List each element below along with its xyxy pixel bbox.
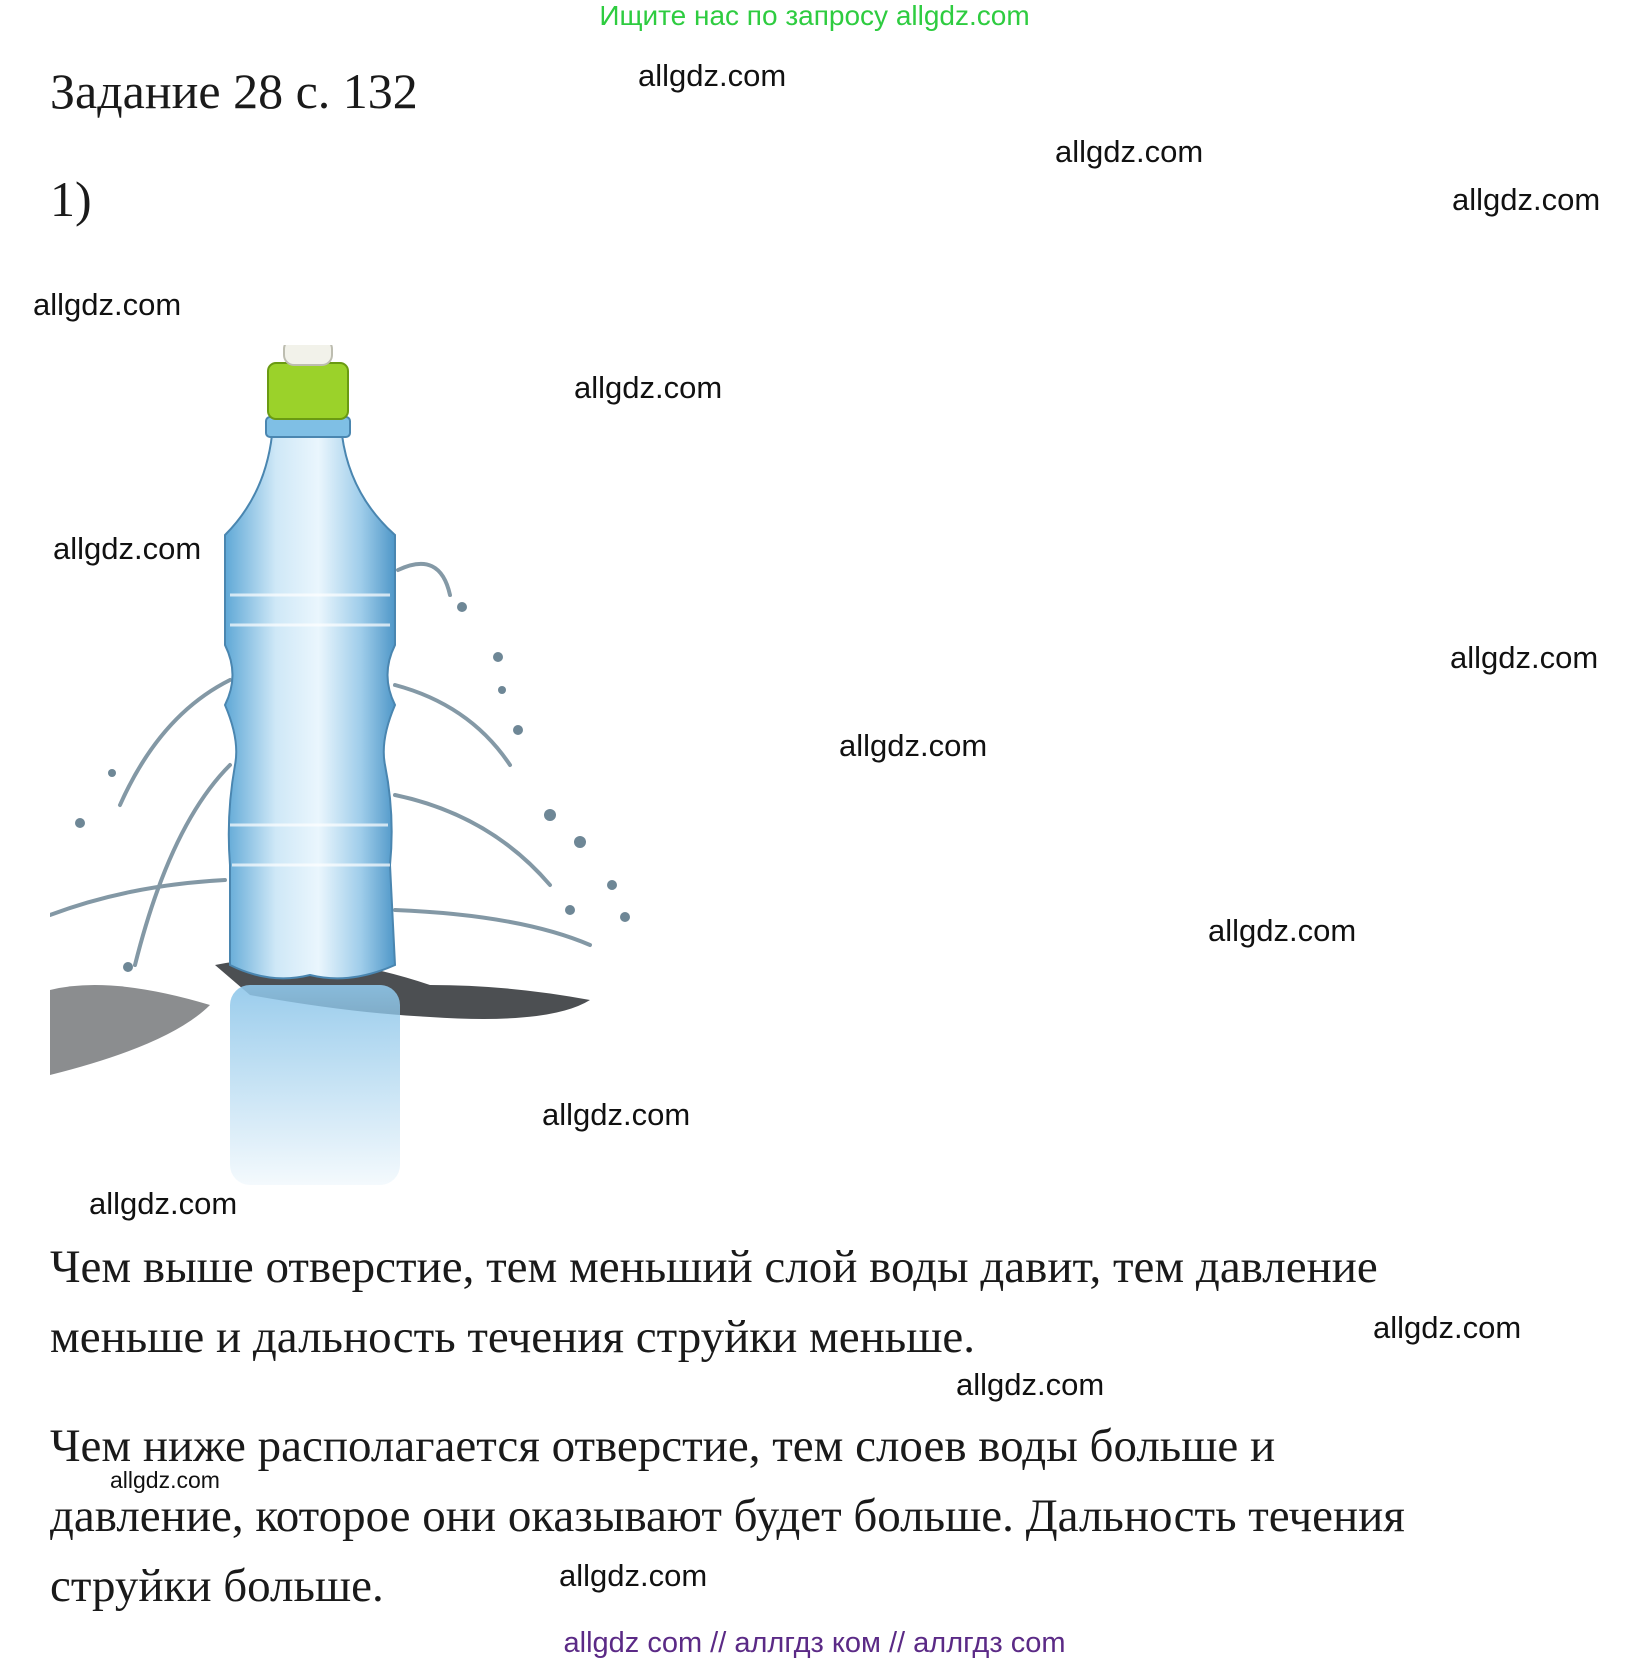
answer-paragraph-1 (50, 1232, 1610, 1372)
watermark: allgdz.com (110, 1467, 220, 1493)
watermark: allgdz.com (638, 58, 787, 93)
footer-text: allgdz com // аллгдз ком // аллгдз com (563, 1627, 1066, 1659)
task-title: Задание 28 с. 132 (50, 63, 418, 119)
watermark: allgdz.com (559, 1558, 708, 1593)
watermark: allgdz.com (574, 370, 723, 405)
watermark: allgdz.com (1452, 182, 1601, 217)
watermark: allgdz.com (1055, 134, 1204, 169)
watermark: allgdz.com (53, 531, 202, 566)
water-bottle-icon (50, 345, 670, 1190)
answer-paragraph-2 (50, 1411, 1610, 1621)
answer-line: струйки больше. (50, 1560, 384, 1612)
answer-line: меньше и дальность течения струйки меньше. (50, 1311, 976, 1363)
watermark: allgdz.com (89, 1186, 238, 1221)
watermark: allgdz.com (1373, 1310, 1522, 1345)
subtask-number: 1) (50, 171, 92, 227)
watermark: allgdz.com (839, 728, 988, 763)
watermark: allgdz.com (956, 1367, 1105, 1402)
answer-line: давление, которое они оказывают будет больше. Дальность течения (50, 1490, 1405, 1542)
watermark: allgdz.com (33, 287, 182, 322)
watermark: allgdz.com (1208, 913, 1357, 948)
watermark: allgdz.com (542, 1097, 691, 1132)
search-banner: Ищите нас по запросу allgdz.com (599, 0, 1030, 31)
watermark: allgdz.com (1450, 640, 1599, 675)
answer-line: Чем выше отверстие, тем меньший слой воды давит, тем давление (50, 1241, 1378, 1293)
answer-line: Чем ниже располагается отверстие, тем слоев воды больше и (50, 1420, 1276, 1472)
